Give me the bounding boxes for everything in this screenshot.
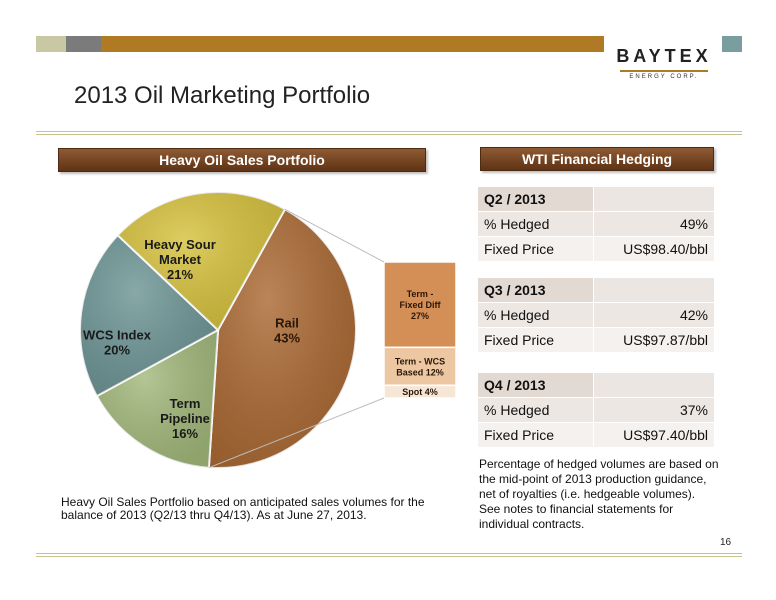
pie-slice-label: Heavy Sour bbox=[144, 237, 216, 252]
breakdown-label: Spot 4% bbox=[402, 387, 438, 398]
pie-slice-label: 21% bbox=[166, 267, 194, 282]
hedged-label: % Hedged bbox=[478, 303, 594, 328]
table-cell bbox=[594, 278, 715, 303]
hedged-value: 42% bbox=[594, 303, 715, 328]
sales-portfolio-header: Heavy Oil Sales Portfolio bbox=[58, 148, 426, 172]
price-label: Fixed Price bbox=[478, 237, 594, 262]
price-value: US$98.40/bbl bbox=[594, 237, 715, 262]
breakdown-label: Based 12% bbox=[396, 367, 444, 378]
pie-slice-label: WCS Index bbox=[83, 327, 151, 343]
hedging-footnote: Percentage of hedged volumes are based on the mid-point of 2013 production guidance, net of royalties (i.e. hedgeable volumes). See notes to financial statements for individual contracts. bbox=[479, 457, 719, 531]
price-label: Fixed Price bbox=[478, 328, 594, 353]
price-value: US$97.87/bbl bbox=[594, 328, 715, 353]
table-cell bbox=[594, 373, 715, 398]
pie-slice-label: Pipeline bbox=[160, 411, 210, 426]
breakdown-label: Term - bbox=[406, 289, 434, 300]
portfolio-footnote: Heavy Oil Sales Portfolio based on anticipated sales volumes for the balance of 2013 (Q2/13 thru Q4/13). As at June 27, 2013. bbox=[61, 495, 425, 522]
pie-slice-label: Market bbox=[159, 252, 201, 267]
table-cell bbox=[594, 187, 715, 212]
hedging-table-q2 bbox=[477, 186, 715, 262]
logo-name: BAYTEX bbox=[616, 46, 712, 66]
logo-subtitle: ENERGY CORP. bbox=[629, 74, 699, 80]
quarter-label: Q4 / 2013 bbox=[478, 373, 594, 398]
price-label: Fixed Price bbox=[478, 423, 594, 448]
price-value: US$97.40/bbl bbox=[594, 423, 715, 448]
pie-slice-label: 20% bbox=[103, 342, 131, 358]
breakdown-label: Term - WCS bbox=[394, 356, 446, 367]
pie-slice-label: 16% bbox=[171, 426, 199, 441]
quarter-label: Q3 / 2013 bbox=[478, 278, 594, 303]
hedged-label: % Hedged bbox=[478, 398, 594, 423]
pie-slice-label: 43% bbox=[273, 330, 301, 346]
page-title: 2013 Oil Marketing Portfolio bbox=[74, 82, 371, 109]
hedged-label: % Hedged bbox=[478, 212, 594, 237]
hedging-table-q3 bbox=[477, 277, 715, 353]
pie-slice-label: Term bbox=[169, 396, 201, 411]
breakdown-label: Fixed Diff bbox=[399, 300, 441, 311]
hedged-value: 49% bbox=[594, 212, 715, 237]
hedged-value: 37% bbox=[594, 398, 715, 423]
page-number: 16 bbox=[720, 537, 732, 548]
pie-slice-label: Rail bbox=[275, 315, 299, 331]
quarter-label: Q2 / 2013 bbox=[478, 187, 594, 212]
hedging-table-q4 bbox=[477, 372, 715, 448]
hedging-header: WTI Financial Hedging bbox=[480, 147, 714, 171]
breakdown-label: 27% bbox=[410, 311, 430, 322]
